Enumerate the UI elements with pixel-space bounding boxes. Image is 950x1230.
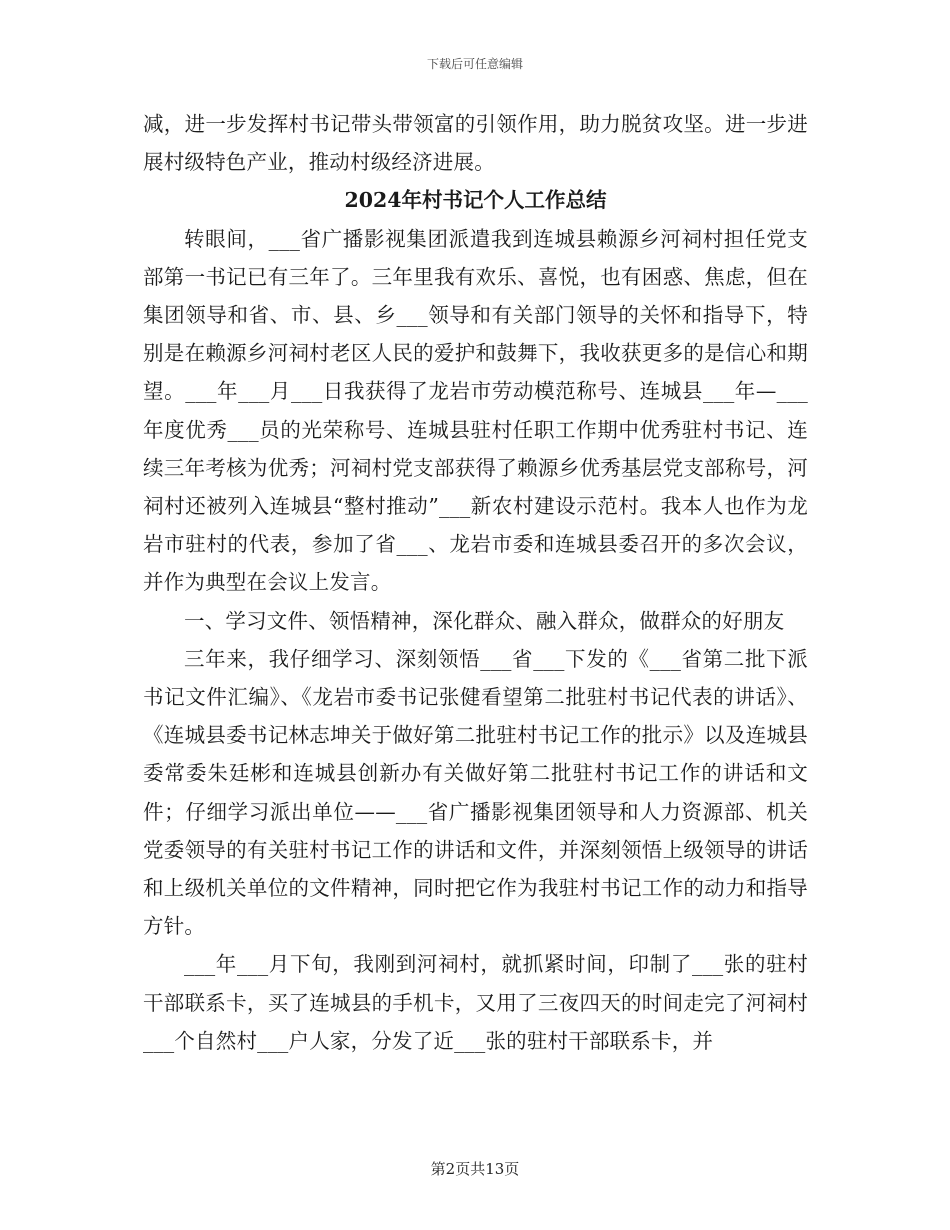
paragraph-study: 三年来，我仔细学习、深刻领悟___省___下发的《___省第二批下派书记文件汇编》、《龙岩市委书记张健看望第二批驻村书记代表的讲话》、《连城县委书记林志坤关于做好第二批驻村书记工作的批示》以及连城县委常委朱廷彬和连城县创新办有关做好第二批驻村书记工作的讲话和文件；仔细学习派出单位——___省广播影视集团领导和人力资源部、机关党委领导的有关驻村书记工作的讲话和文件，并深刻领悟上级领导的讲话和上级机关单位的文件精神，同时把它作为我驻村书记工作的动力和指导方针。 (143, 646, 808, 939)
page-header: 下载后可任意编辑 (426, 57, 523, 71)
carryover-paragraph: 减，进一步发挥村书记带头带领富的引领作用，助力脱贫攻坚。进一步进展村级特色产业，推动村级经济进展。 (143, 112, 808, 175)
paragraph-arrival: ___年___月下旬，我刚到河祠村，就抓紧时间，印制了___张的驻村干部联系卡，买了连城县的手机卡，又用了三夜四天的时间走完了河祠村___个自然村___户人家，分发了近___张的驻村干部联系卡，并 (143, 952, 808, 1053)
page-number: 第2页共13页 (430, 1160, 520, 1178)
document-title: 2024年村书记个人工作总结 (344, 188, 607, 213)
paragraph-intro: 转眼间，___省广播影视集团派遣我到连城县赖源乡河祠村担任党支部第一书记已有三年了。三年里我有欢乐、喜悦，也有困惑、焦虑，但在集团领导和省、市、县、乡___领导和有关部门领导的关怀和指导下，特别是在赖源乡河祠村老区人民的爱护和鼓舞下，我收获更多的是信心和期望。___年___月___日我获得了龙岩市劳动模范称号、连城县___年—___年度优秀___员的光荣称号、连城县驻村任职工作期中优秀驻村书记、连续三年考核为优秀；河祠村党支部获得了赖源乡优秀基层党支部称号，河祠村还被列入连城县“整村推动”___新农村建设示范村。我本人也作为龙岩市驻村的代表，参加了省___、龙岩市委和连城县委召开的多次会议，并作为典型在会议上发言。 (143, 226, 808, 595)
document-body (143, 105, 808, 1060)
section-heading-1: 一、学习文件、领悟精神，深化群众、融入群众，做群众的好朋友 (184, 608, 785, 633)
